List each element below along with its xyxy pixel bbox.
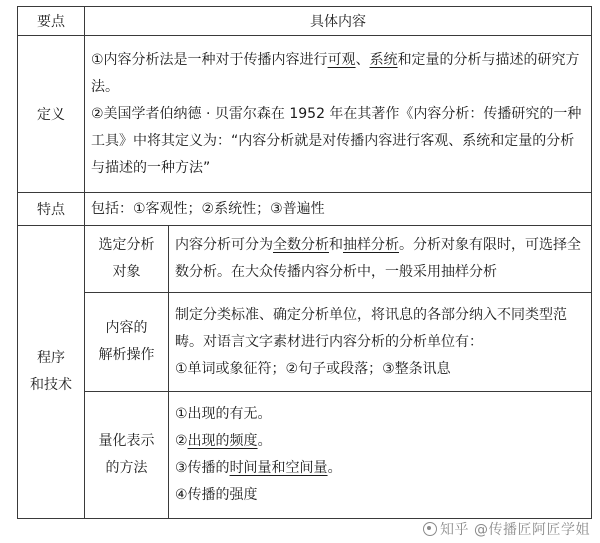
definition-content bbox=[85, 36, 592, 193]
features-label: 特点 bbox=[18, 193, 85, 226]
procedure-label: 程序 和技术 bbox=[18, 226, 85, 519]
select-object-label: 选定分析 对象 bbox=[85, 226, 169, 293]
select-object-content: 内容分析可分为全数分析和抽样分析。分析对象有限时，可选择全数分析。在大众传播内容分析中，一般采用抽样分析 bbox=[169, 226, 592, 293]
definition-paragraph-1: ①内容分析法是一种对于传播内容进行可观、系统和定量的分析与描述的研究方法。 bbox=[91, 51, 580, 95]
quantify-item-1: ①出现的有无。 bbox=[175, 406, 272, 422]
quantify-item-3: ③传播的时间量和空间量。 bbox=[175, 460, 342, 476]
procedure-row-quantify bbox=[18, 392, 592, 519]
header-row bbox=[18, 7, 592, 36]
header-key-points: 要点 bbox=[18, 7, 85, 36]
procedure-row-parse bbox=[18, 293, 592, 392]
content-analysis-table bbox=[17, 6, 592, 519]
definition-row bbox=[18, 36, 592, 193]
quantify-item-4: ④传播的强度 bbox=[175, 487, 258, 503]
content-parse-label: 内容的 解析操作 bbox=[85, 293, 169, 392]
quantify-method-content bbox=[169, 392, 592, 519]
definition-paragraph-2: ②美国学者伯纳德 · 贝雷尔森在 1952 年在其著作《内容分析：传播研究的一种工具》中将其定义为：“内容分析就是对传播内容进行客观、系统和定量的分析与描述的一种方法” bbox=[91, 105, 582, 176]
watermark-icon bbox=[423, 522, 437, 536]
procedure-row-select bbox=[18, 226, 592, 293]
zhihu-watermark: 知乎 @传播匠阿匠学姐 bbox=[423, 519, 590, 539]
features-row bbox=[18, 193, 592, 226]
quantify-method-label: 量化表示 的方法 bbox=[85, 392, 169, 519]
quantify-item-2: ②出现的频度。 bbox=[175, 433, 272, 449]
header-details: 具体内容 bbox=[85, 7, 592, 36]
content-parse-content: 制定分类标准、确定分析单位，将讯息的各部分纳入不同类型范畴。对语言文字素材进行内容分析的分析单位有： ①单词或象征符；②句子或段落；③整条讯息 bbox=[169, 293, 592, 392]
features-content: 包括：①客观性；②系统性；③普遍性 bbox=[85, 193, 592, 226]
definition-label: 定义 bbox=[18, 36, 85, 193]
